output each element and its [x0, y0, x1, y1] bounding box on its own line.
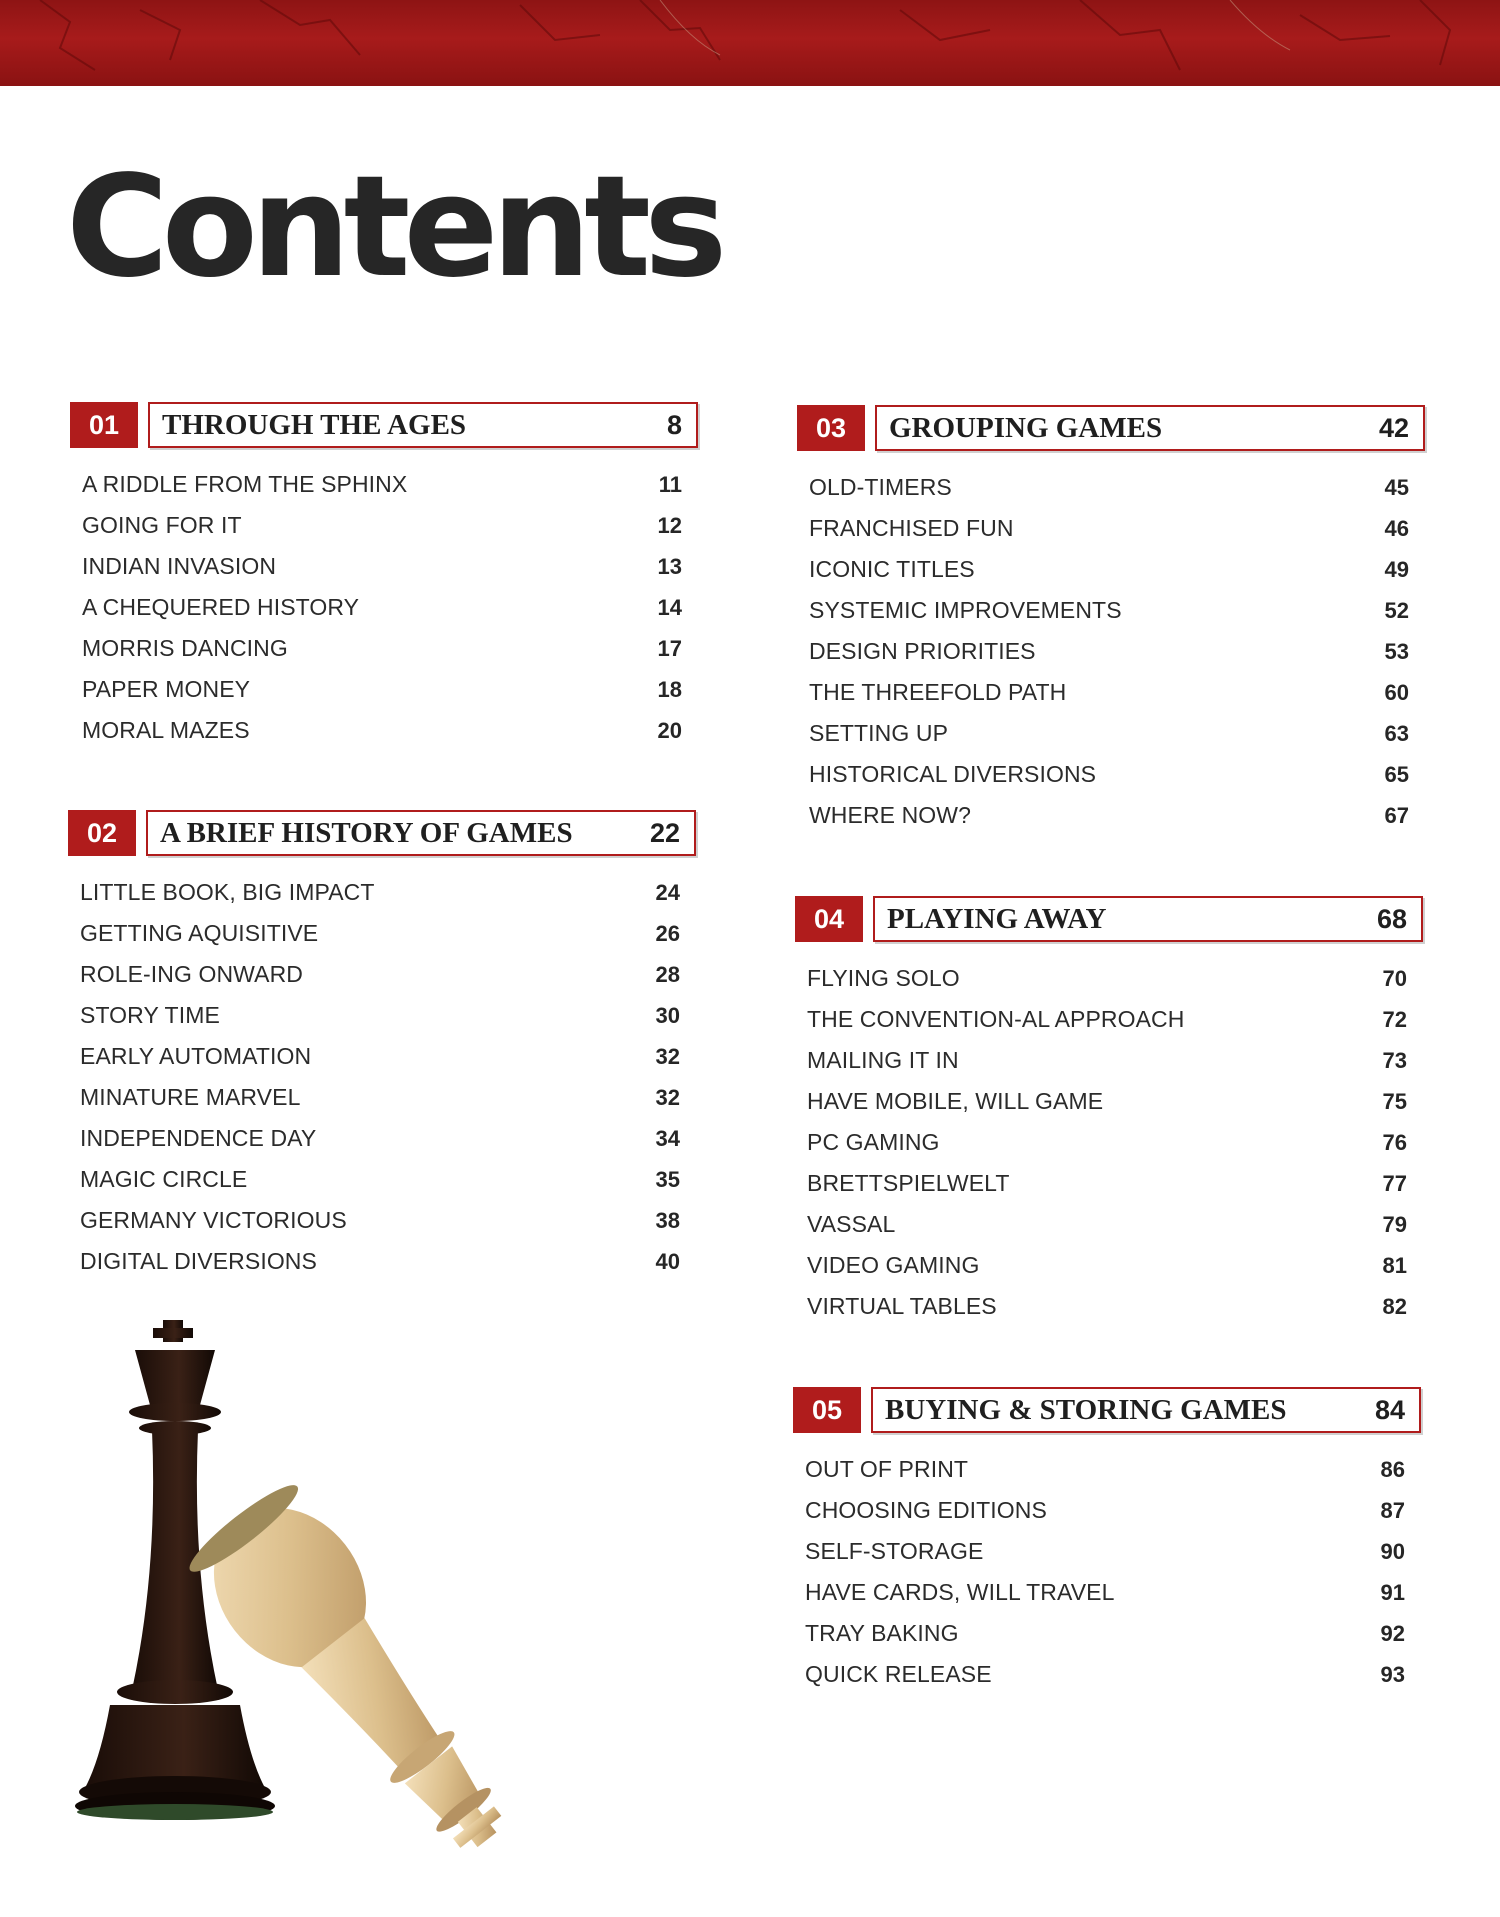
- entry-title: INDIAN INVASION: [82, 553, 277, 579]
- entry-title: QUICK RELEASE: [805, 1661, 992, 1687]
- entry-title: BRETTSPIELWELT: [807, 1170, 1010, 1196]
- entry-page: 28: [655, 961, 680, 987]
- section-title: A BRIEF HISTORY OF GAMES: [160, 816, 573, 849]
- section-header[interactable]: [795, 896, 1423, 942]
- section-04: [795, 896, 1423, 1327]
- toc-entry[interactable]: [68, 954, 696, 995]
- entry-page: 30: [655, 1002, 680, 1028]
- entry-page: 65: [1384, 761, 1409, 787]
- toc-entry[interactable]: [68, 913, 696, 954]
- entry-title: A CHEQUERED HISTORY: [82, 594, 360, 620]
- entry-title: PAPER MONEY: [82, 676, 251, 702]
- entry-page: 70: [1382, 965, 1407, 991]
- entry-title: SELF-STORAGE: [805, 1538, 984, 1564]
- toc-entry[interactable]: [795, 958, 1423, 999]
- toc-entry[interactable]: [797, 672, 1425, 713]
- entry-page: 18: [657, 676, 682, 702]
- entry-title: STORY TIME: [80, 1002, 220, 1028]
- entry-page: 63: [1384, 720, 1409, 746]
- entry-title: DIGITAL DIVERSIONS: [80, 1248, 317, 1274]
- entry-title: OLD-TIMERS: [809, 474, 952, 500]
- entry-page: 32: [655, 1043, 680, 1069]
- toc-entry[interactable]: [68, 1036, 696, 1077]
- section-number: 02: [68, 810, 136, 856]
- entry-page: 79: [1382, 1211, 1407, 1237]
- entry-title: VASSAL: [807, 1211, 896, 1237]
- section-page: 84: [1374, 1394, 1405, 1425]
- toc-entry[interactable]: [793, 1449, 1421, 1490]
- toc-entry[interactable]: [793, 1572, 1421, 1613]
- toc-entry[interactable]: [68, 1159, 696, 1200]
- section-page: 22: [649, 817, 680, 848]
- toc-entry[interactable]: [797, 590, 1425, 631]
- entry-title: WHERE NOW?: [809, 802, 971, 828]
- section-header[interactable]: [70, 402, 698, 448]
- toc-entry[interactable]: [793, 1613, 1421, 1654]
- entry-title: HAVE MOBILE, WILL GAME: [807, 1088, 1104, 1114]
- entry-page: 32: [655, 1084, 680, 1110]
- toc-entry[interactable]: [797, 508, 1425, 549]
- toc-entry[interactable]: [793, 1531, 1421, 1572]
- section-title-bar: [148, 402, 698, 448]
- entry-title: THE CONVENTION-AL APPROACH: [807, 1006, 1185, 1032]
- section-header[interactable]: [793, 1387, 1421, 1433]
- entry-page: 53: [1384, 638, 1409, 664]
- entry-title: MORAL MAZES: [82, 717, 250, 743]
- toc-entry[interactable]: [70, 546, 698, 587]
- entry-page: 92: [1380, 1620, 1405, 1646]
- entry-page: 81: [1382, 1252, 1407, 1278]
- section-page: 42: [1378, 412, 1409, 443]
- entry-list: [70, 464, 698, 751]
- toc-entry[interactable]: [68, 995, 696, 1036]
- entry-title: INDEPENDENCE DAY: [80, 1125, 317, 1151]
- toc-entry[interactable]: [795, 1204, 1423, 1245]
- entry-page: 24: [655, 879, 680, 905]
- entry-page: 49: [1384, 556, 1409, 582]
- section-title: PLAYING AWAY: [887, 902, 1107, 935]
- section-02: [68, 810, 696, 1282]
- toc-entry[interactable]: [70, 628, 698, 669]
- toc-entry[interactable]: [797, 549, 1425, 590]
- entry-title: CHOOSING EDITIONS: [805, 1497, 1047, 1523]
- entry-title: GERMANY VICTORIOUS: [80, 1207, 347, 1233]
- entry-list: [797, 467, 1425, 836]
- entry-page: 11: [658, 471, 682, 497]
- section-title-bar: [875, 405, 1425, 451]
- entry-title: MINATURE MARVEL: [80, 1084, 301, 1110]
- toc-entry[interactable]: [797, 631, 1425, 672]
- entry-title: VIDEO GAMING: [807, 1252, 980, 1278]
- section-header[interactable]: [68, 810, 696, 856]
- entry-title: PC GAMING: [807, 1129, 940, 1155]
- section-title: BUYING & STORING GAMES: [885, 1393, 1287, 1426]
- toc-entry[interactable]: [797, 795, 1425, 836]
- entry-page: 17: [657, 635, 682, 661]
- entry-page: 77: [1382, 1170, 1407, 1196]
- entry-page: 76: [1382, 1129, 1407, 1155]
- toc-entry[interactable]: [795, 1040, 1423, 1081]
- toc-entry[interactable]: [70, 587, 698, 628]
- entry-page: 87: [1380, 1497, 1405, 1523]
- page-title: Contents: [66, 146, 721, 309]
- entry-page: 20: [657, 717, 682, 743]
- toc-entry[interactable]: [795, 1163, 1423, 1204]
- entry-title: MAILING IT IN: [807, 1047, 959, 1073]
- toc-entry[interactable]: [70, 669, 698, 710]
- entry-page: 91: [1380, 1579, 1405, 1605]
- toc-entry[interactable]: [797, 467, 1425, 508]
- entry-title: ICONIC TITLES: [809, 556, 975, 582]
- section-title-bar: [871, 1387, 1421, 1433]
- section-number: 03: [797, 405, 865, 451]
- entry-page: 14: [657, 594, 682, 620]
- entry-list: [795, 958, 1423, 1327]
- entry-page: 72: [1382, 1006, 1407, 1032]
- entry-page: 93: [1380, 1661, 1405, 1687]
- entry-page: 35: [655, 1166, 680, 1192]
- entry-title: FRANCHISED FUN: [809, 515, 1014, 541]
- chess-pieces-illustration: [40, 1310, 640, 1910]
- entry-title: MORRIS DANCING: [82, 635, 288, 661]
- section-page: 68: [1376, 903, 1407, 934]
- entry-title: A RIDDLE FROM THE SPHINX: [82, 471, 408, 497]
- top-banner: [0, 0, 1500, 86]
- entry-title: FLYING SOLO: [807, 965, 960, 991]
- entry-page: 73: [1382, 1047, 1407, 1073]
- section-title-bar: [146, 810, 696, 856]
- entry-title: OUT OF PRINT: [805, 1456, 969, 1482]
- entry-list: [68, 872, 696, 1282]
- section-title-bar: [873, 896, 1423, 942]
- section-01: [70, 402, 698, 751]
- entry-title: HISTORICAL DIVERSIONS: [809, 761, 1097, 787]
- section-05: [793, 1387, 1421, 1695]
- section-title: THROUGH THE AGES: [162, 408, 467, 441]
- section-03: [797, 405, 1425, 836]
- section-header[interactable]: [797, 405, 1425, 451]
- toc-entry[interactable]: [68, 1118, 696, 1159]
- toc-entry[interactable]: [70, 505, 698, 546]
- entry-title: MAGIC CIRCLE: [80, 1166, 248, 1192]
- toc-entry[interactable]: [795, 1122, 1423, 1163]
- entry-page: 52: [1384, 597, 1409, 623]
- entry-title: SETTING UP: [809, 720, 949, 746]
- section-title: GROUPING GAMES: [889, 411, 1163, 444]
- entry-title: EARLY AUTOMATION: [80, 1043, 312, 1069]
- entry-page: 26: [655, 920, 680, 946]
- toc-entry[interactable]: [795, 999, 1423, 1040]
- entry-title: VIRTUAL TABLES: [807, 1293, 997, 1319]
- entry-page: 34: [655, 1125, 680, 1151]
- section-number: 01: [70, 402, 138, 448]
- entry-page: 46: [1384, 515, 1409, 541]
- entry-page: 75: [1382, 1088, 1407, 1114]
- entry-page: 67: [1384, 802, 1409, 828]
- entry-page: 60: [1384, 679, 1409, 705]
- section-page: 8: [666, 409, 682, 440]
- toc-entry[interactable]: [793, 1654, 1421, 1695]
- entry-title: GOING FOR IT: [82, 512, 242, 538]
- entry-page: 12: [657, 512, 682, 538]
- entry-title: TRAY BAKING: [805, 1620, 959, 1646]
- section-number: 04: [795, 896, 863, 942]
- entry-page: 38: [655, 1207, 680, 1233]
- entry-page: 45: [1384, 474, 1409, 500]
- entry-page: 86: [1380, 1456, 1405, 1482]
- section-number: 05: [793, 1387, 861, 1433]
- toc-entry[interactable]: [68, 1200, 696, 1241]
- toc-entry[interactable]: [797, 754, 1425, 795]
- toc-entry[interactable]: [68, 872, 696, 913]
- entry-title: DESIGN PRIORITIES: [809, 638, 1036, 664]
- toc-entry[interactable]: [68, 1077, 696, 1118]
- entry-page: 82: [1382, 1293, 1407, 1319]
- toc-entry[interactable]: [795, 1245, 1423, 1286]
- toc-entry[interactable]: [795, 1081, 1423, 1122]
- toc-entry[interactable]: [793, 1490, 1421, 1531]
- toc-entry[interactable]: [70, 710, 698, 751]
- entry-list: [793, 1449, 1421, 1695]
- entry-title: SYSTEMIC IMPROVEMENTS: [809, 597, 1122, 623]
- toc-entry[interactable]: [68, 1241, 696, 1282]
- entry-title: THE THREEFOLD PATH: [809, 679, 1067, 705]
- toc-entry[interactable]: [795, 1286, 1423, 1327]
- entry-title: ROLE-ING ONWARD: [80, 961, 303, 987]
- entry-page: 13: [657, 553, 682, 579]
- entry-page: 90: [1380, 1538, 1405, 1564]
- light-king-icon: [180, 1474, 542, 1882]
- entry-title: LITTLE BOOK, BIG IMPACT: [80, 879, 375, 905]
- entry-title: HAVE CARDS, WILL TRAVEL: [805, 1579, 1115, 1605]
- entry-title: GETTING AQUISITIVE: [80, 920, 319, 946]
- entry-page: 40: [655, 1248, 680, 1274]
- toc-entry[interactable]: [797, 713, 1425, 754]
- toc-entry[interactable]: [70, 464, 698, 505]
